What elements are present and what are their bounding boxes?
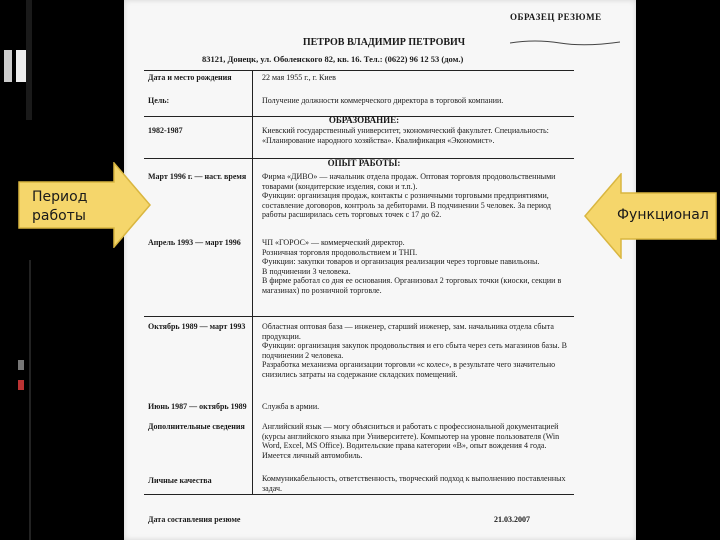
goal-value: Получение должности коммерческого директора в торговой компании. [262, 96, 504, 105]
extra-text: Английский язык — могу объясниться и работать с профессиональной документацией (курсы английского языка при Университете). Компьютер на уровне пользователя (Win Word, Excel, MS Office). Водительские права категории «B», опыт вождения 4 года. Имеется личный автомобиль. [262, 422, 560, 460]
date-label: Дата составления резюме [148, 515, 241, 524]
exp2-period: Апрель 1993 — март 1996 [148, 238, 241, 247]
exp1-text: Фирма «ДИВО» — начальник отдела продаж. Оптовая торговля продовольственными товарами (кондитерские изделия, соки и т.п.). Функции: организация продаж, контакты с розничными торговыми предприятиями, составление договоров, контроль за дебиторами. В подчинении 5 человек. За период работы расширилась сеть торговых точек с 17 до 62. [262, 172, 556, 220]
functional-callout-label: Функционал [617, 207, 709, 223]
table-column-divider [252, 70, 253, 494]
exp3-text: Областная оптовая база — инженер, старший инженер, зам. начальника отдела сбыта продукции. Функции: организация закупок продовольствия и его сбыта через сеть магазинов базы. В подчинении 2 человека. Разработка механизма организации торговли «с колес», в результате чего значительно снизились затраты на содержание складских помещений. [262, 322, 567, 379]
signature-stroke [510, 38, 620, 46]
slide-decoration-block-2 [4, 50, 12, 82]
exp2-text: ЧП «ГОРОС» — коммерческий директор. Розничная торговля продовольствием и ТНП. Функции: закупки товаров и организация реализации через торговые павильоны. В подчинении 3 человека. В фирме работал со дня ее основания. Организовал 2 торговых точки (киоски, секции в магазинах) по розничной торговле. [262, 238, 562, 295]
education-heading: ОБРАЗОВАНИЕ: [328, 115, 400, 125]
goal-label: Цель: [148, 96, 170, 105]
slide-decoration-orange-dot [18, 380, 24, 390]
table-top-rule [144, 70, 574, 71]
experience-heading: ОПЫТ РАБОТЫ: [327, 158, 401, 168]
slide-decoration-grey-dot [18, 360, 24, 370]
slide-decoration-bar-top [26, 0, 32, 120]
slide-decoration-line [29, 260, 31, 540]
exp4-period: Июнь 1987 — октябрь 1989 [148, 402, 247, 411]
sample-label: ОБРАЗЕЦ РЕЗЮМЕ [510, 12, 602, 22]
period-callout-label: Период работы [32, 189, 88, 224]
birth-value: 22 мая 1955 г., г. Киев [262, 73, 336, 82]
personal-text: Коммуникабельность, ответственность, творческий подход к выполнению поставленных задач. [262, 474, 566, 493]
exp1-period: Март 1996 г. — наст. время [148, 172, 247, 181]
exp4-text: Служба в армии. [262, 402, 320, 411]
person-address: 83121, Донецк, ул. Оболенского 82, кв. 16. Тел.: (0622) 96 12 53 (дом.) [202, 54, 464, 64]
slide-decoration-block [16, 50, 26, 82]
edu-years: 1982-1987 [148, 126, 183, 135]
date-value: 21.03.2007 [494, 515, 530, 524]
extra-label: Дополнительные сведения [148, 422, 245, 431]
resume-page [124, 0, 636, 540]
table-bottom-rule [144, 494, 574, 495]
person-name: ПЕТРОВ ВЛАДИМИР ПЕТРОВИЧ [302, 37, 466, 48]
birth-label: Дата и место рождения [148, 73, 232, 82]
rule-exp3 [144, 316, 574, 317]
personal-label: Личные качества [148, 476, 212, 485]
exp3-period: Октябрь 1989 — март 1993 [148, 322, 246, 331]
edu-text: Киевский государственный университет, экономический факультет. Специальность: «Планирование народного хозяйства». Квалификация «Экономист». [262, 126, 549, 145]
